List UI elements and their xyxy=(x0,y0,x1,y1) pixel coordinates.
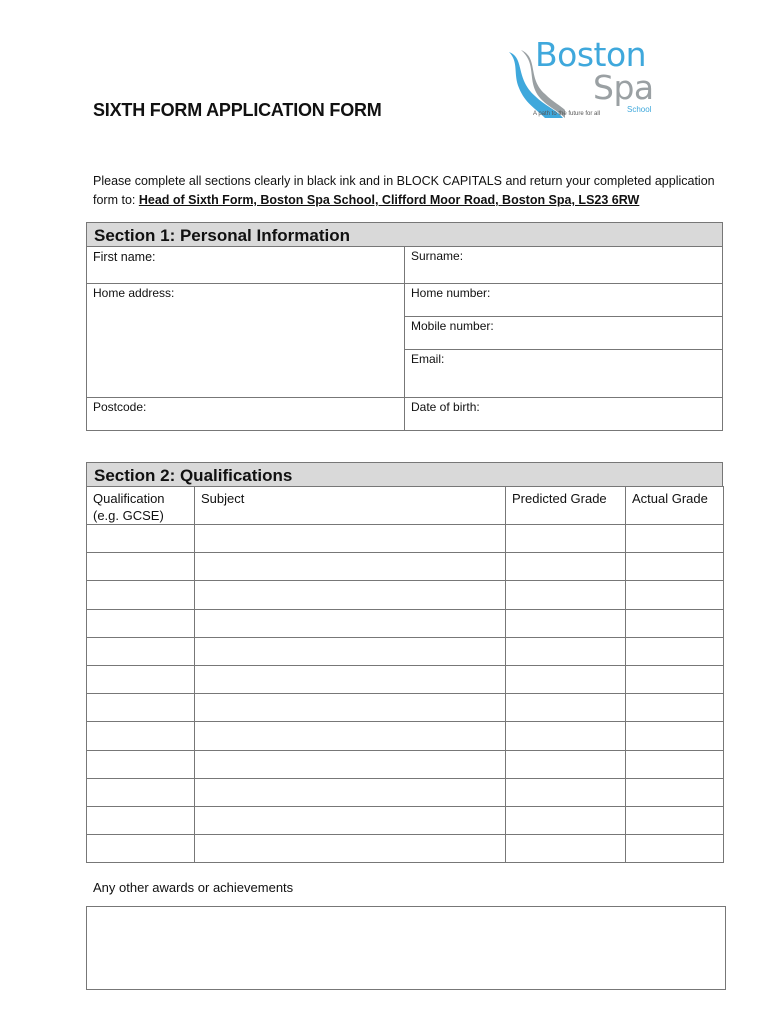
awards-label: Any other awards or achievements xyxy=(93,880,294,895)
table-row xyxy=(87,806,724,834)
actual-grade-cell[interactable] xyxy=(626,665,724,693)
first-name-field[interactable]: First name: xyxy=(93,250,156,264)
subject-cell[interactable] xyxy=(195,665,506,693)
home-number-field[interactable]: Home number: xyxy=(411,286,491,300)
predicted-grade-cell[interactable] xyxy=(506,750,626,778)
predicted-grade-cell[interactable] xyxy=(506,665,626,693)
qualification-cell[interactable] xyxy=(87,553,195,581)
qualification-cell[interactable] xyxy=(87,665,195,693)
subject-cell[interactable] xyxy=(195,778,506,806)
predicted-grade-cell[interactable] xyxy=(506,553,626,581)
table-row xyxy=(87,609,724,637)
date-of-birth-field[interactable]: Date of birth: xyxy=(411,400,480,414)
actual-grade-cell[interactable] xyxy=(626,835,724,863)
awards-input-box[interactable] xyxy=(86,906,726,990)
subject-cell[interactable] xyxy=(195,525,506,553)
actual-grade-cell[interactable] xyxy=(626,525,724,553)
logo-tagline: A path to the future for all xyxy=(533,111,601,117)
column-header-predicted-grade: Predicted Grade xyxy=(506,487,626,525)
page-title: SIXTH FORM APPLICATION FORM xyxy=(93,100,382,120)
table-row xyxy=(87,750,724,778)
table-row xyxy=(87,835,724,863)
intro-text: Please complete all sections clearly in black ink and in BLOCK CAPITALS and return your completed application form to: xyxy=(93,174,715,207)
email-field[interactable]: Email: xyxy=(411,352,445,366)
intro-instructions xyxy=(93,172,733,210)
subject-cell[interactable] xyxy=(195,553,506,581)
qualification-cell[interactable] xyxy=(87,609,195,637)
postcode-field[interactable]: Postcode: xyxy=(93,400,147,414)
subject-cell[interactable] xyxy=(195,609,506,637)
column-header-actual-grade: Actual Grade xyxy=(626,487,724,525)
qualifications-rows xyxy=(87,525,724,863)
school-logo xyxy=(505,35,680,120)
table-row xyxy=(87,553,724,581)
mobile-number-field[interactable]: Mobile number: xyxy=(411,319,494,333)
subject-cell[interactable] xyxy=(195,750,506,778)
section1-heading: Section 1: Personal Information xyxy=(87,223,722,247)
actual-grade-cell[interactable] xyxy=(626,750,724,778)
qualification-cell[interactable] xyxy=(87,778,195,806)
subject-cell[interactable] xyxy=(195,694,506,722)
subject-cell[interactable] xyxy=(195,806,506,834)
table-row xyxy=(87,694,724,722)
table-header-row xyxy=(87,487,724,525)
return-address: Head of Sixth Form, Boston Spa School, Clifford Moor Road, Boston Spa, LS23 6RW xyxy=(138,193,640,207)
table-row xyxy=(87,778,724,806)
logo-word-spa: Spa xyxy=(593,68,654,107)
predicted-grade-cell[interactable] xyxy=(506,609,626,637)
subject-cell[interactable] xyxy=(195,722,506,750)
subject-cell[interactable] xyxy=(195,637,506,665)
predicted-grade-cell[interactable] xyxy=(506,722,626,750)
actual-grade-cell[interactable] xyxy=(626,637,724,665)
qualification-cell[interactable] xyxy=(87,722,195,750)
table-row xyxy=(87,581,724,609)
predicted-grade-cell[interactable] xyxy=(506,694,626,722)
section-qualifications-header xyxy=(86,462,723,487)
row-divider xyxy=(87,397,722,398)
table-row xyxy=(87,525,724,553)
qualification-cell[interactable] xyxy=(87,525,195,553)
actual-grade-cell[interactable] xyxy=(626,722,724,750)
surname-field[interactable]: Surname: xyxy=(411,249,464,263)
actual-grade-cell[interactable] xyxy=(626,553,724,581)
actual-grade-cell[interactable] xyxy=(626,581,724,609)
subject-cell[interactable] xyxy=(195,835,506,863)
row-divider xyxy=(405,316,722,317)
row-divider xyxy=(87,283,722,284)
predicted-grade-cell[interactable] xyxy=(506,637,626,665)
qualifications-table xyxy=(86,486,724,863)
predicted-grade-cell[interactable] xyxy=(506,581,626,609)
subject-cell[interactable] xyxy=(195,581,506,609)
predicted-grade-cell[interactable] xyxy=(506,806,626,834)
table-row xyxy=(87,665,724,693)
table-row xyxy=(87,722,724,750)
column-header-qualification: Qualification (e.g. GCSE) xyxy=(87,487,195,525)
section2-heading: Section 2: Qualifications xyxy=(87,463,722,487)
row-divider xyxy=(405,349,722,350)
qualification-cell[interactable] xyxy=(87,806,195,834)
actual-grade-cell[interactable] xyxy=(626,778,724,806)
qualification-cell[interactable] xyxy=(87,637,195,665)
predicted-grade-cell[interactable] xyxy=(506,778,626,806)
qualification-cell[interactable] xyxy=(87,835,195,863)
actual-grade-cell[interactable] xyxy=(626,609,724,637)
predicted-grade-cell[interactable] xyxy=(506,835,626,863)
table-row xyxy=(87,637,724,665)
qualification-cell[interactable] xyxy=(87,750,195,778)
section-personal-information xyxy=(86,222,723,431)
logo-word-boston: Boston xyxy=(535,35,647,74)
column-divider xyxy=(404,247,405,431)
column-header-subject: Subject xyxy=(195,487,506,525)
qualification-cell[interactable] xyxy=(87,581,195,609)
qualification-cell[interactable] xyxy=(87,694,195,722)
home-address-field[interactable]: Home address: xyxy=(93,286,175,300)
actual-grade-cell[interactable] xyxy=(626,806,724,834)
predicted-grade-cell[interactable] xyxy=(506,525,626,553)
actual-grade-cell[interactable] xyxy=(626,694,724,722)
logo-school-label: School xyxy=(627,105,652,114)
